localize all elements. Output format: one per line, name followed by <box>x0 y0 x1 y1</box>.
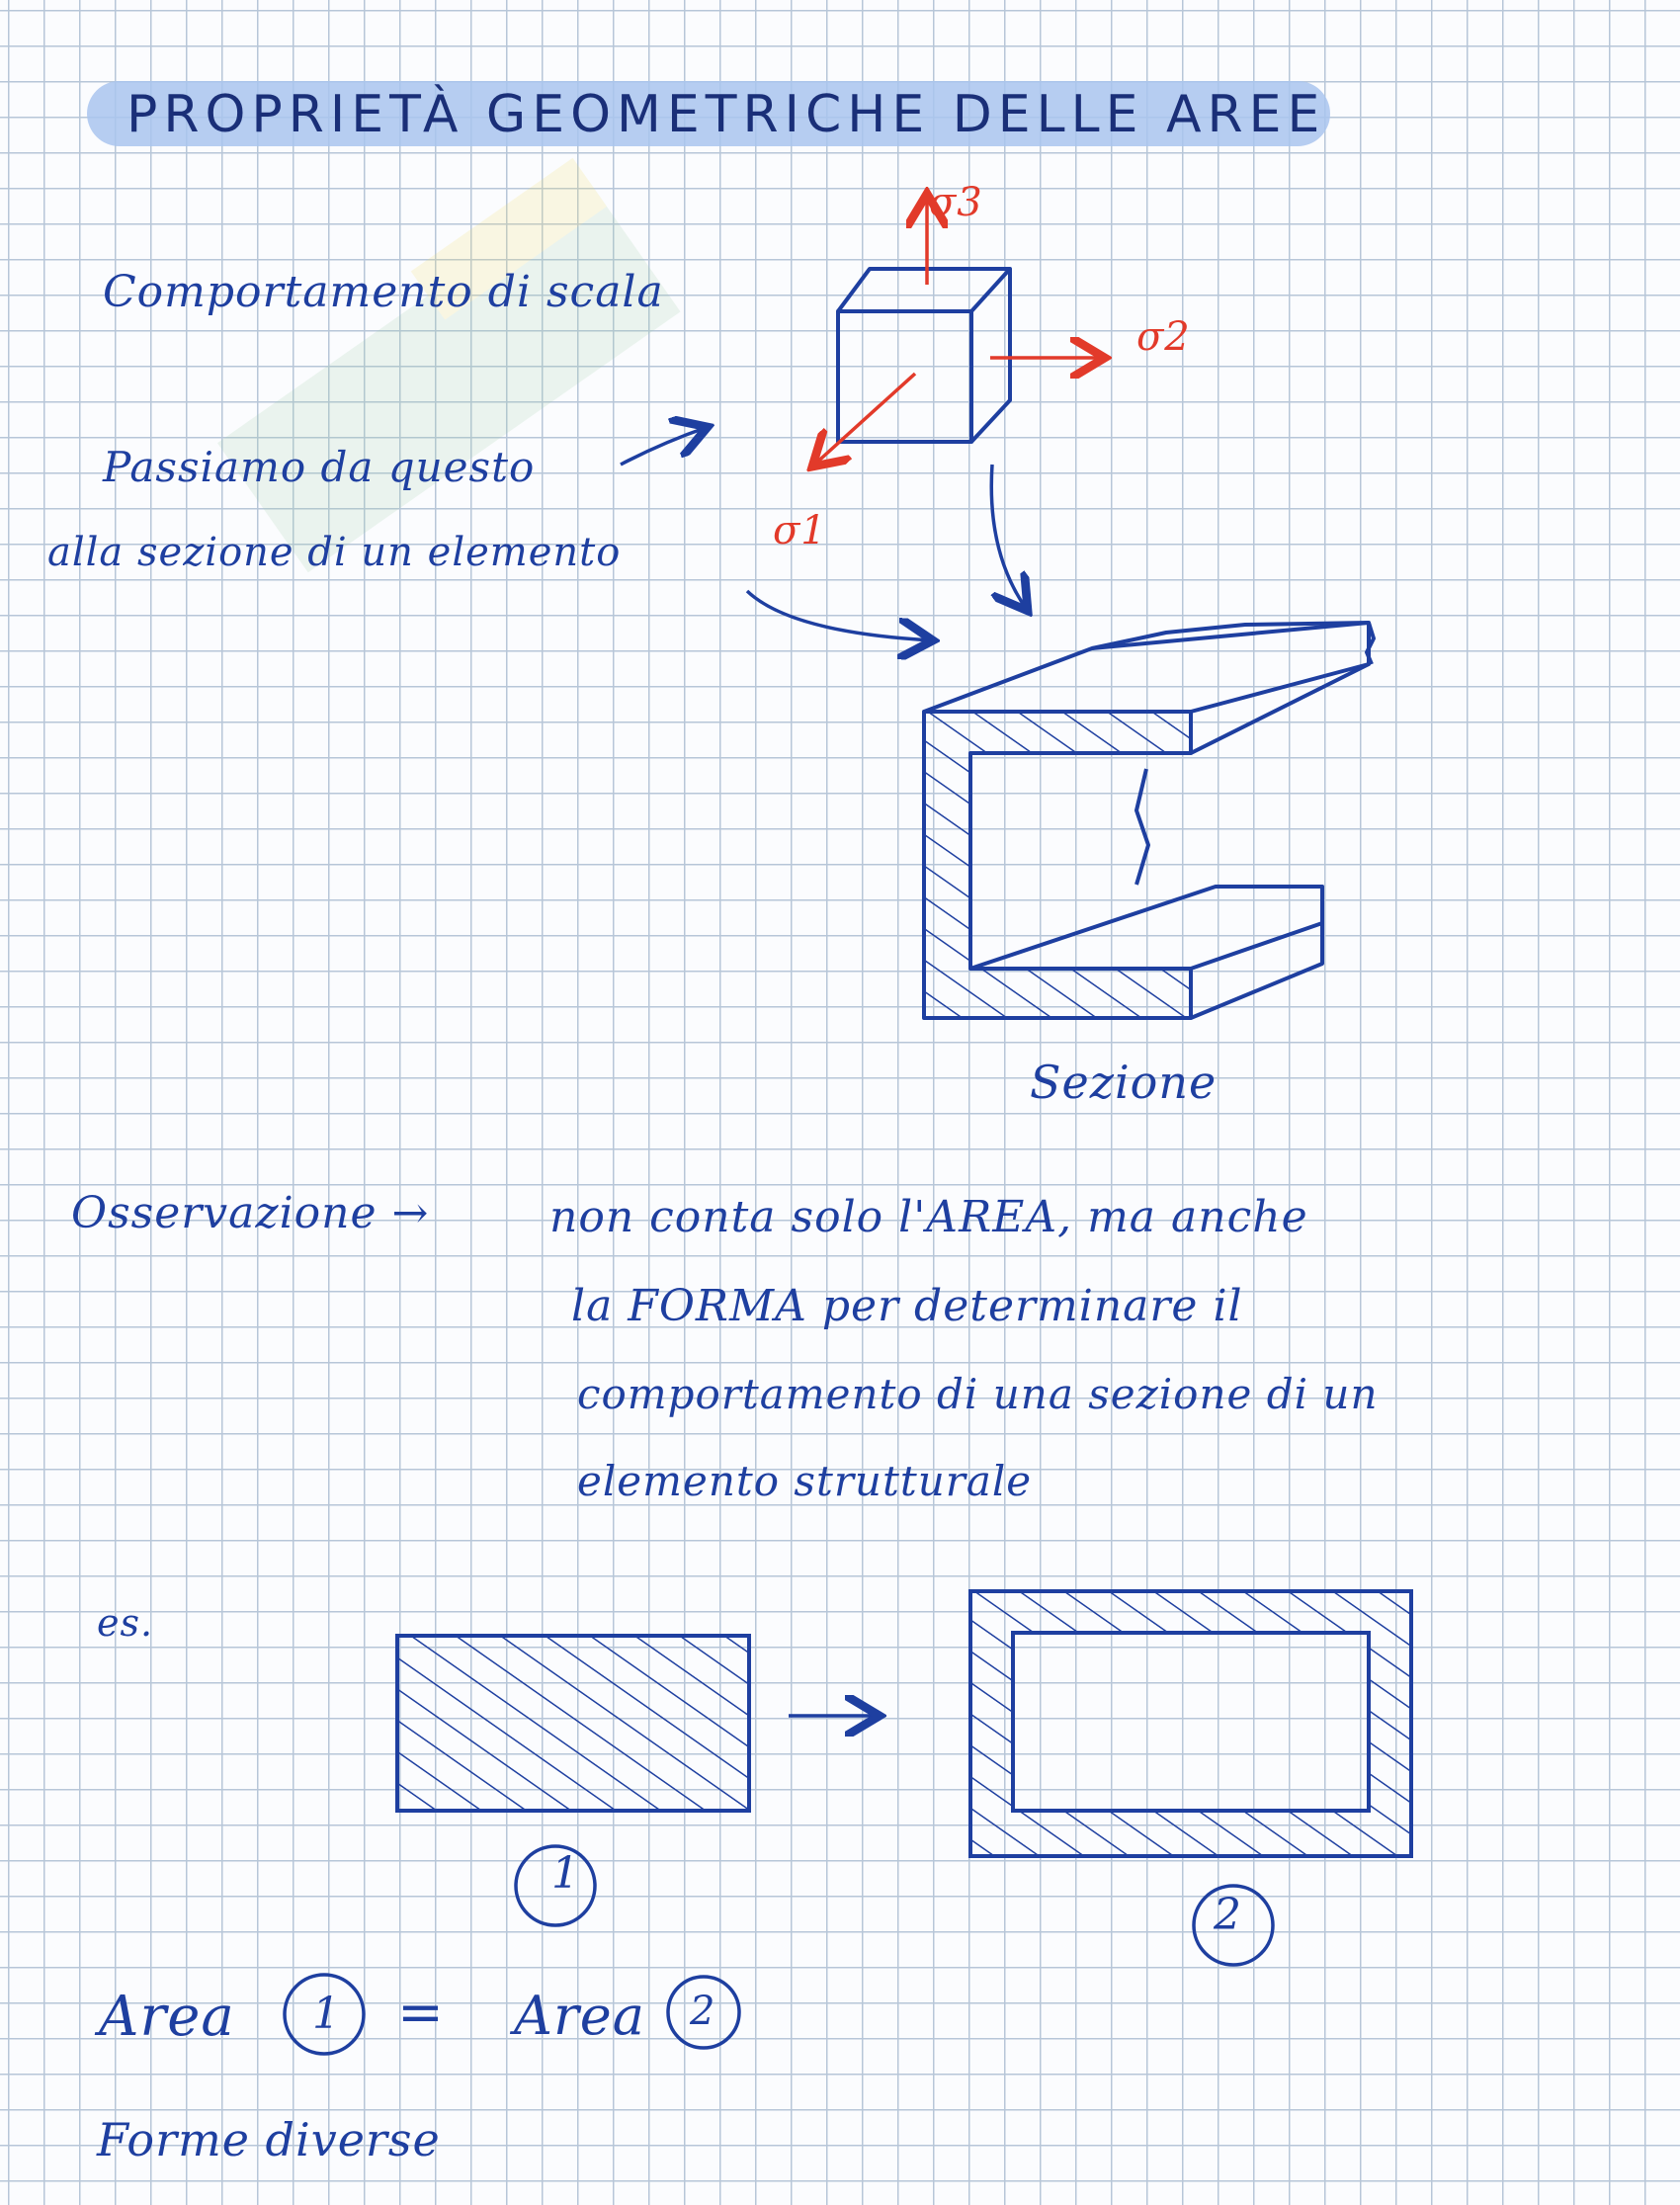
observation-line-2: la FORMA per determinare il <box>571 1281 1243 1331</box>
example-label: es. <box>97 1601 154 1645</box>
pointer-arrow-to-cube <box>621 427 708 465</box>
conclusion-text: Forme diverse <box>97 2113 441 2166</box>
sigma2-label: σ2 <box>1136 314 1191 360</box>
stress-cube <box>838 269 1010 442</box>
sigma1-arrow <box>812 374 915 466</box>
observation-line-4: elemento strutturale <box>577 1457 1033 1505</box>
shape1-circle <box>516 1846 595 1925</box>
stress-arrows <box>812 194 1105 466</box>
sigma3-label: σ3 <box>929 180 983 225</box>
c-channel-section <box>924 623 1374 1018</box>
solid-rectangle-section <box>397 1636 749 1811</box>
note-scale-behaviour: Comportamento di scala <box>103 267 664 317</box>
section-label: Sezione <box>1030 1056 1218 1109</box>
note-pass-from: Passiamo da questo <box>103 443 536 491</box>
observation-label: Osservazione → <box>71 1188 430 1238</box>
equation-num-2: 2 <box>690 1989 716 2034</box>
sigma1-label: σ1 <box>773 508 827 553</box>
hollow-rectangle-section <box>970 1591 1411 1856</box>
shape2-circle <box>1194 1886 1273 1965</box>
equation-equals: = <box>397 1981 445 2045</box>
observation-line-1: non conta solo l'AREA, ma anche <box>549 1192 1308 1242</box>
equation-num-1: 1 <box>312 1989 341 2039</box>
equation-left-text: Area <box>99 1985 235 2049</box>
page-title: PROPRIETÀ GEOMETRICHE DELLE AREE <box>126 85 1326 144</box>
observation-line-3: comportamento di una sezione di un <box>577 1370 1379 1418</box>
note-to-section: alla sezione di un elemento <box>47 530 622 575</box>
equation-circle-2 <box>668 1977 739 2048</box>
equation-right-text: Area <box>514 1985 645 2047</box>
pointer-arrow-to-section <box>747 591 933 640</box>
pointer-arrow-cube-to-section <box>991 465 1028 611</box>
equation-circle-1 <box>285 1975 364 2054</box>
shape1-number: 1 <box>551 1848 580 1899</box>
shape2-number: 2 <box>1214 1890 1242 1940</box>
